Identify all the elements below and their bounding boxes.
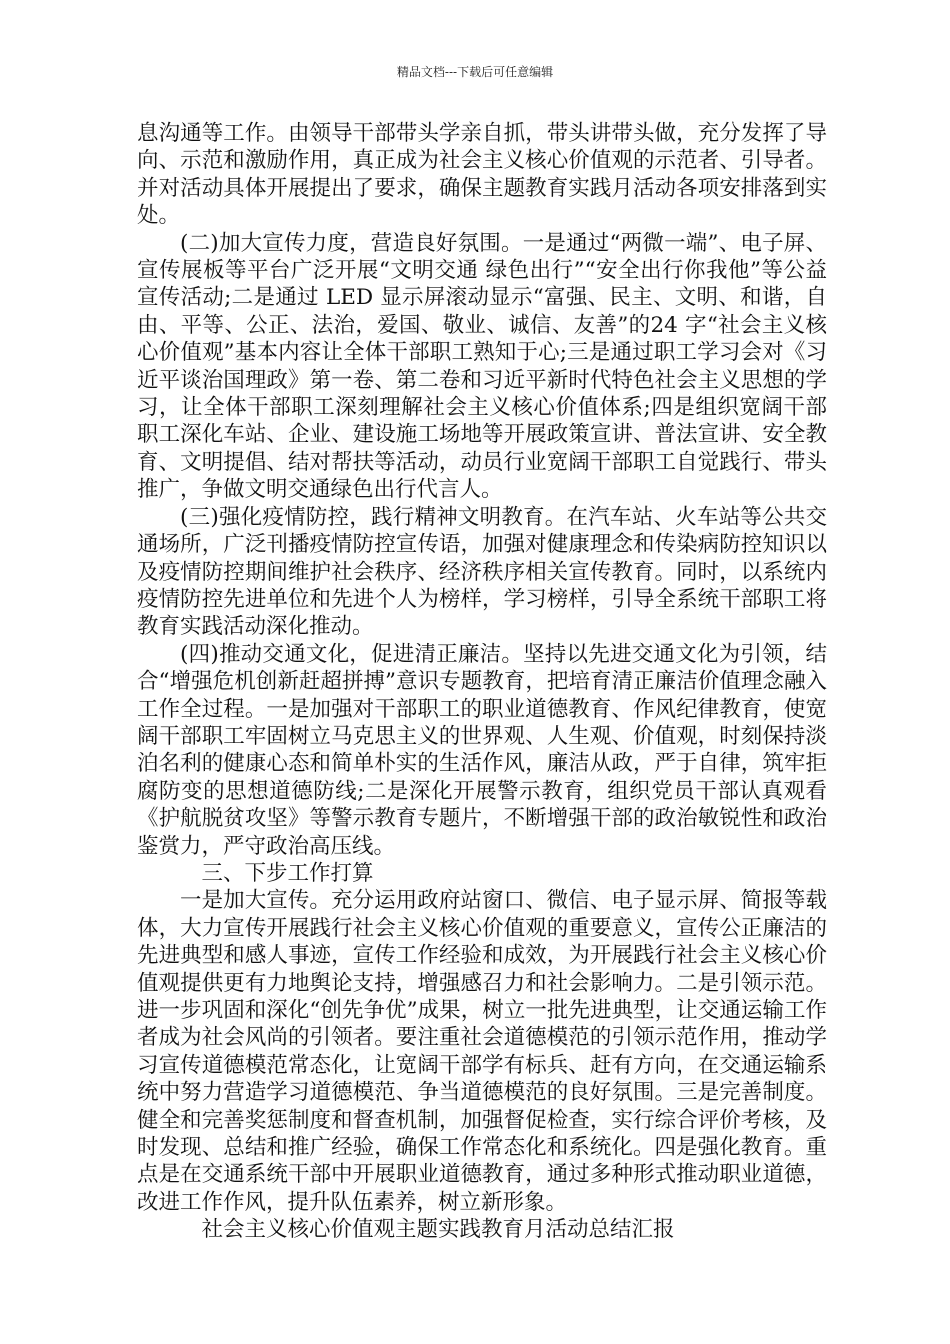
paragraph-publicity: (二)加大宣传力度，营造良好氛围。一是通过“两微一端”、电子屏、宣传展板等平台广泛开展“文明交通 绿色出行”“安全出行你我他”等公益宣传活动;二是通过 LED 显示屏滚动显示“富强、民主、文明、和谐，自由、平等、公正、法治，爱国、敬业、诚信、友善”的24 字“社会主义核心价值观”基本内容让全体干部职工熟知于心;三是通过职工学习会对《习近平谈治国理政》第一卷、第二卷和习近平新时代特色社会主义思想的学习，让全体干部职工深刻理解社会主义核心价值体系;四是组织宽阔干部职工深化车站、企业、建设施工场地等开展政策宣讲、普法宣讲、安全教育、文明提倡、结对帮扶等活动，动员行业宽阔干部职工自觉践行、带头推广，争做文明交通绿色出行代言人。: [137, 230, 827, 503]
paragraph-traffic-culture: (四)推动交通文化，促进清正廉洁。坚持以先进交通文化为引领，结合“增强危机创新赶超拼搏”意识专题教育，把培育清正廉洁价值理念融入工作全过程。一是加强对干部职工的职业道德教育、作风纪律教育，使宽阔干部职工牢固树立马克思主义的世界观、人生观、价值观，时刻保持淡泊名利的健康心态和简单朴实的生活作风，廉洁从政，严于自律，筑牢拒腐防变的思想道德防线;二是深化开展警示教育，组织党员干部认真观看《护航脱贫攻坚》等警示教育专题片，不断增强干部的政治敏锐性和政治鉴赏力，严守政治高压线。: [137, 641, 827, 859]
document-body: [137, 120, 827, 1244]
paragraph-next-steps: 一是加大宣传。充分运用政府站窗口、微信、电子显示屏、简报等载体，大力宣传开展践行社会主义核心价值观的重要意义，宣传公正廉洁的先进典型和感人事迹，宣传工作经验和成效，为开展践行社会主义核心价值观提供更有力地舆论支持，增强感召力和社会影响力。二是引领示范。进一步巩固和深化“创先争优”成果，树立一批先进典型，让交通运输工作者成为社会风尚的引领者。要注重社会道德模范的引领示范作用，推动学习宣传道德模范常态化，让宽阔干部学有标兵、赶有方向，在交通运输系统中努力营造学习道德模范、争当道德模范的良好氛围。三是完善制度。健全和完善奖惩制度和督查机制，加强督促检查，实行综合评价考核，及时发现、总结和推广经验，确保工作常态化和系统化。四是强化教育。重点是在交通系统干部中开展职业道德教育，通过多种形式推动职业道德，改进工作作风，提升队伍素养，树立新形象。: [137, 888, 827, 1215]
paragraph-epidemic-control: (三)强化疫情防控，践行精神文明教育。在汽车站、火车站等公共交通场所，广泛刊播疫情防控宣传语，加强对健康理念和传染病防控知识以及疫情防控期间维护社会秩序、经济秩序相关宣传教育。同时，以系统内疫情防控先进单位和先进个人为榜样，学习榜样，引导全系统干部职工将教育实践活动深化推动。: [137, 504, 827, 640]
page-header-watermark: 精品文档---下载后可任意编辑: [396, 65, 554, 79]
section-heading: 三、下步工作打算: [201, 860, 374, 886]
closing-title: 社会主义核心价值观主题实践教育月活动总结汇报: [201, 1217, 675, 1243]
paragraph-continuation: 息沟通等工作。由领导干部带头学亲自抓，带头讲带头做，充分发挥了导向、示范和激励作用，真正成为社会主义核心价值观的示范者、引导者。并对活动具体开展提出了要求，确保主题教育实践月活动各项安排落到实处。: [137, 121, 827, 229]
